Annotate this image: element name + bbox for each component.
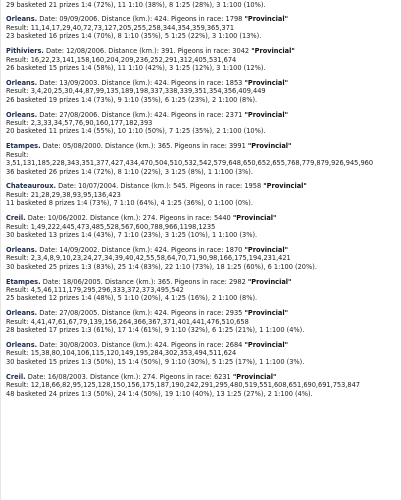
race-location: Orleans. [6, 245, 38, 254]
race-details: Date: 12/08/2006. Distance (km.): 391. Pigeons in race: 3042 [43, 47, 252, 56]
race-entry [6, 373, 401, 398]
race-result: Result: 15,38,80,104,106,115,120,149,195,284,302,353,494,511,624 [6, 349, 237, 358]
race-header [6, 47, 401, 55]
race-details: Date: 09/09/2006. Distance (km.): 424. Pigeons in race: 1798 [37, 15, 245, 24]
race-result: Result: 11,14,17,29,40,72,73,127,205,255,258,344,354,359,365,371 [6, 23, 235, 32]
race-location: Orleans. [6, 309, 38, 318]
race-details: Date: 30/08/2003. Distance (km.): 424. Pigeons in race: 2684 [37, 341, 245, 349]
race-header [6, 373, 401, 381]
race-category: "Provincial" [247, 277, 292, 286]
race-entry [6, 47, 401, 72]
race-details: Date: 16/08/2003. Distance (km.): 274. Pigeons in race: 6231 [25, 372, 233, 381]
race-summary: 20 basketed 11 prizes 1:4 (55%), 10 1:10 (50%), 7 1:25 (35%), 2 1:100 (10%). [6, 127, 266, 136]
race-details: Date: 05/08/2000. Distance (km.): 365. Pigeons in race: 3991 [40, 142, 248, 151]
race-category: "Provincial" [244, 78, 289, 87]
race-entry [6, 182, 401, 207]
race-category: "Provincial" [244, 15, 289, 24]
race-category: "Provincial" [263, 182, 307, 191]
race-result: Result: 4,5,46,111,179,295,296,333,372,373,495,542 [6, 285, 184, 294]
race-details: Date: 14/09/2002. Distance (km.): 424. Pigeons in race: 1870 [37, 245, 245, 254]
race-result: Result: 4,41,47,61,67,79,139,156,264,366,367,371,401,441,476,510,658 [6, 317, 249, 326]
race-header [6, 79, 401, 87]
race-result: Result: 1,49,222,445,473,485,528,567,600,788,966,1198,1235 [6, 222, 216, 231]
race-location: Orleans. [6, 341, 38, 349]
race-category: "Provincial" [232, 372, 277, 381]
race-location: Creil. [6, 214, 26, 223]
race-details: Date: 10/06/2002. Distance (km.): 274. Pigeons in race: 5440 [25, 214, 233, 223]
race-header [6, 341, 401, 349]
race-summary: 23 basketed 16 prizes 1:4 (70%), 8 1:10 (35%), 5 1:25 (22%), 3 1:100 (13%). [6, 32, 262, 41]
race-entry [6, 341, 401, 366]
race-summary: 36 basketed 26 prizes 1:4 (72%), 8 1:10 (22%), 3 1:25 (8%), 1 1:100 (3%). [6, 167, 253, 176]
race-details: Date: 13/09/2003. Distance (km.): 424. Pigeons in race: 1853 [37, 78, 245, 87]
race-category: "Provincial" [244, 341, 289, 349]
race-result: Result: 3,4,20,25,30,44,87,99,135,189,198,337,338,339,351,354,356,409,449 [6, 87, 266, 96]
race-details: Date: 27/08/2005. Distance (km.): 424. Pigeons in race: 2935 [37, 309, 245, 318]
race-summary: 26 basketed 19 prizes 1:4 (73%), 9 1:10 (35%), 6 1:25 (23%), 2 1:100 (8%). [6, 95, 258, 104]
race-result: Result: 2,3,4,8,9,10,23,24,27,34,39,40,42,55,58,64,70,71,90,98,166,175,194,231,421 [6, 254, 291, 263]
race-summary: 25 basketed 12 prizes 1:4 (48%), 5 1:10 (20%), 4 1:25 (16%), 2 1:100 (8%). [6, 294, 258, 303]
race-result: Result: 21,28,29,38,93,95,136,423 [6, 190, 121, 199]
race-category: "Provincial" [251, 47, 295, 56]
race-header [6, 246, 401, 254]
race-location: Creil. [6, 372, 26, 381]
previous-entry-summary: 29 basketed 21 prizes 1:4 (72%), 11 1:10 (38%), 8 1:25 (28%), 3 1:100 (10%). [6, 1, 266, 9]
race-header [6, 142, 401, 150]
race-entry [6, 309, 401, 334]
race-entry [6, 246, 401, 271]
race-entry [6, 111, 401, 136]
race-location: Pithiviers. [6, 47, 44, 56]
race-result: Result: 16,22,23,141,158,160,204,209,236,252,291,312,405,531,674 [6, 55, 237, 64]
race-entry [6, 142, 401, 176]
race-header [6, 278, 401, 286]
race-summary: 30 basketed 25 prizes 1:3 (83%), 25 1:4 (83%), 22 1:10 (73%), 18 1:25 (60%), 6 1:100 (20%). [6, 262, 317, 271]
race-entry [6, 278, 401, 303]
race-summary: 48 basketed 24 prizes 1:3 (50%), 24 1:4 (50%), 19 1:10 (40%), 13 1:25 (27%), 2 1:100 (4%). [6, 389, 313, 398]
race-location: Orleans. [6, 15, 38, 24]
race-location: Chateauroux. [6, 182, 56, 191]
race-summary: 30 basketed 15 prizes 1:3 (50%), 15 1:4 (50%), 9 1:10 (30%), 5 1:25 (17%), 1 1:100 (3%). [6, 357, 305, 366]
race-location: Etampes. [6, 142, 41, 151]
race-category: "Provincial" [247, 142, 292, 151]
race-details: Date: 10/07/2004. Distance (km.): 545. Pigeons in race: 1958 [55, 182, 264, 191]
race-result: Result: 3,51,131,185,228,343,351,377,427,434,470,504,510,532,542,579,648,650,652,655,768,779,879,926,945,960 [6, 150, 374, 168]
race-summary: 28 basketed 17 prizes 1:3 (61%), 17 1:4 (61%), 9 1:10 (32%), 6 1:25 (21%), 1 1:100 (4%). [6, 326, 305, 335]
race-location: Orleans. [6, 78, 38, 87]
race-entry [6, 79, 401, 104]
race-entries [6, 15, 401, 398]
race-header [6, 182, 401, 190]
race-header [6, 111, 401, 119]
race-entry [6, 15, 401, 40]
race-entry [6, 214, 401, 239]
race-category: "Provincial" [232, 214, 277, 223]
race-details: Date: 18/06/2005. Distance (km.): 365. Pigeons in race: 2982 [40, 277, 248, 286]
race-result: Result: 12,18,66,82,95,125,128,150,156,175,187,190,242,291,295,480,519,551,608,651,690,691,753,847 [6, 381, 360, 390]
race-summary: 11 basketed 8 prizes 1:4 (73%), 7 1:10 (64%), 4 1:25 (36%), 0 1:100 (0%). [6, 199, 253, 208]
race-summary: 26 basketed 15 prizes 1:4 (58%), 11 1:10 (42%), 3 1:25 (12%), 3 1:100 (12%). [6, 63, 266, 72]
race-category: "Provincial" [244, 245, 289, 254]
race-summary: 30 basketed 13 prizes 1:4 (43%), 7 1:10 (23%), 3 1:25 (10%), 1 1:100 (3%). [6, 230, 258, 239]
race-category: "Provincial" [244, 110, 289, 119]
race-header [6, 309, 401, 317]
race-category: "Provincial" [244, 309, 289, 318]
race-result: Result: 2,3,33,34,57,76,90,160,177,182,393 [6, 118, 153, 127]
race-header [6, 15, 401, 23]
race-location: Etampes. [6, 277, 41, 286]
race-location: Orleans. [6, 110, 38, 119]
race-header [6, 214, 401, 222]
race-details: Date: 27/08/2006. Distance (km.): 424. Pigeons in race: 2371 [37, 110, 245, 119]
